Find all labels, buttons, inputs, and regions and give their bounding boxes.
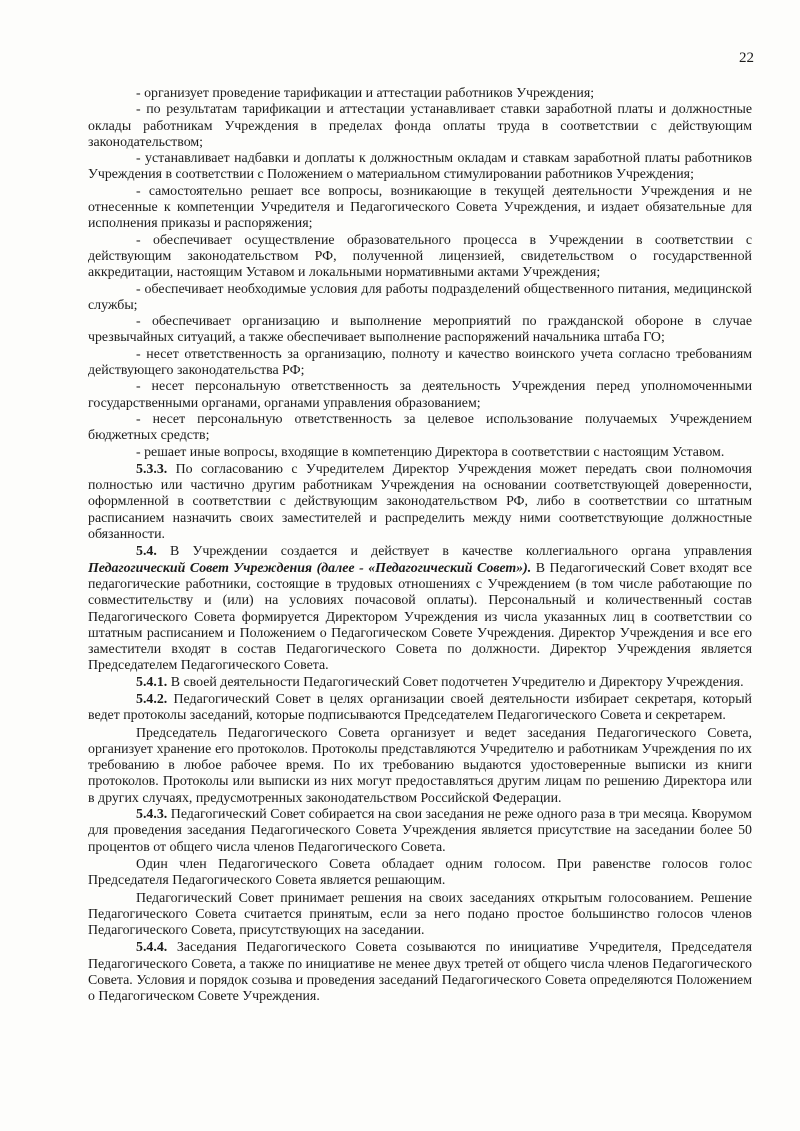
page-number: 22 xyxy=(739,50,754,66)
section-number: 5.3.3. xyxy=(136,461,168,477)
paragraph-other-questions: - решает иные вопросы, входящие в компетенцию Директора в соответствии с настоящим Уставом. xyxy=(136,444,725,460)
section-5-4-3: 5.4.3. Педагогический Совет собирается на свои заседания не реже одного раза в три месяца. Кворумом для проведения заседания Педагогического Совета Учреждения является присутствие на заседании более 50 процентов от общего числа членов Педагогического Совета. xyxy=(88,807,752,855)
paragraph-chairman-protocols: Председатель Педагогического Совета организует и ведет заседания Педагогического Совета, организует хранение его протоколов. Протоколы представляются Учредителю и работникам Учреждения по их требованию в любое рабочее время. По их требованию выдаются удостоверенные выписки из книги протоколов. Протоколы или выписки из них могут предоставляться другим лицам по решению Директора или в других случаях, предусмотренных законодательством Российской Федерации. xyxy=(88,725,752,806)
paragraph-current-activity: - самостоятельно решает все вопросы, возникающие в текущей деятельности Учреждения и не отнесенные к компетенции Учредителя и Педагогического Совета Учреждения, и издает обязательные для исполнения приказы и распоряжения; xyxy=(88,183,752,232)
section-number: 5.4. xyxy=(136,544,157,560)
paragraph-bonuses: - устанавливает надбавки и доплаты к должностным окладам и ставкам заработной платы работников Учреждения в соответствии с Положением о материальном стимулировании работников Учреждения; xyxy=(88,151,752,183)
section-number: 5.4.4. xyxy=(136,940,168,956)
section-5-3-3: 5.3.3. По согласованию с Учредителем Директор Учреждения может передать свои полномочия полностью или частично другим работникам Учреждения на основании соответствующей доверенности, оформленной в соответствии с действующим законодательством РФ, либо в соответствии со штатным расписанием назначить своих заместителей и распределить между ними соответствующие должностные обязанности. xyxy=(88,461,752,543)
section-number: 5.4.3. xyxy=(136,807,168,823)
paragraph-personal-responsibility: - несет персональную ответственность за деятельность Учреждения перед уполномоченными государственными органами, органами управления образованием; xyxy=(88,379,752,411)
document-body xyxy=(88,86,752,1006)
section-5-4-4: 5.4.4. Заседания Педагогического Совета созываются по инициативе Учредителя, Председателя Педагогического Совета, а также по инициативе не менее двух третей от общего числа членов Педагогического Совета. Условия и порядок созыва и проведения заседаний Педагогического Совета определяются Положением о Педагогическом Совете Учреждения. xyxy=(88,940,752,1005)
paragraph-civil-defense: - обеспечивает организацию и выполнение мероприятий по гражданской обороне в случае чрезвычайных ситуаций, а также обеспечивает выполнение распоряжений начальника штаба ГО; xyxy=(88,314,752,346)
paragraph-tariffing: - организует проведение тарификации и аттестации работников Учреждения; xyxy=(136,86,595,101)
council-name-emphasis: Педагогический Совет Учреждения (далее - «Педагогический Совет»). xyxy=(88,560,532,576)
section-number: 5.4.1. xyxy=(136,674,168,690)
paragraph-votes: Один член Педагогического Совета обладает одним голосом. При равенстве голосов голос Председателя Педагогического Совета является решающим. xyxy=(88,856,752,889)
section-5-4-2: 5.4.2. Педагогический Совет в целях организации своей деятельности избирает секретаря, который ведет протоколы заседаний, которые подписываются Председателем Педагогического Совета и секретарем. xyxy=(88,691,752,724)
section-5-4: 5.4. В Учреждении создается и действует в качестве коллегиального органа управления Педагогический Совет Учреждения (далее - «Педагогический Совет»). В Педагогический Совет входят все педагогические работники, состоящие в трудовых отношениях с Учреждением (в том числе работающие по совместительству и (или) на условиях почасовой оплаты). Персональный и количественный состав Педагогического Совета формируется Директором Учреждения из числа указанных лиц в соответствии со штатным расписанием и Положением о Педагогическом Совете Учреждения. Директор Учреждения и все его заместители входят в состав Педагогического Совета по должности. Директор Учреждения является Председателем Педагогического Совета. xyxy=(88,544,752,674)
section-5-4-1: 5.4.1. В своей деятельности Педагогический Совет подотчетен Учредителю и Директору Учреждения. xyxy=(136,674,744,690)
paragraph-catering: - обеспечивает необходимые условия для работы подразделений общественного питания, медицинской службы; xyxy=(88,281,752,313)
paragraph-budget-funds: - несет персональную ответственность за целевое использование получаемых Учреждением бюджетных средств; xyxy=(88,411,752,444)
paragraph-educational-process: - обеспечивает осуществление образовательного процесса в Учреждении в соответствии с действующим законодательством РФ, полученной лицензией, свидетельством о государственной аккредитации, настоящим Уставом и локальными нормативными актами Учреждения; xyxy=(88,232,752,281)
section-number: 5.4.2. xyxy=(136,691,168,707)
paragraph-decisions: Педагогический Совет принимает решения на своих заседаниях открытым голосованием. Решение Педагогического Совета считается принятым, если за него подано простое большинство голосов членов Педагогического Совета, присутствующих на заседании. xyxy=(88,890,752,939)
paragraph-salary-rates: - по результатам тарификации и аттестации устанавливает ставки заработной платы и должностные оклады работникам Учреждения в пределах фонда оплаты труда в соответствии с действующим законодательством; xyxy=(88,102,752,150)
paragraph-military-records: - несет ответственность за организацию, полноту и качество воинского учета согласно требованиям действующего законодательства РФ; xyxy=(88,346,752,379)
